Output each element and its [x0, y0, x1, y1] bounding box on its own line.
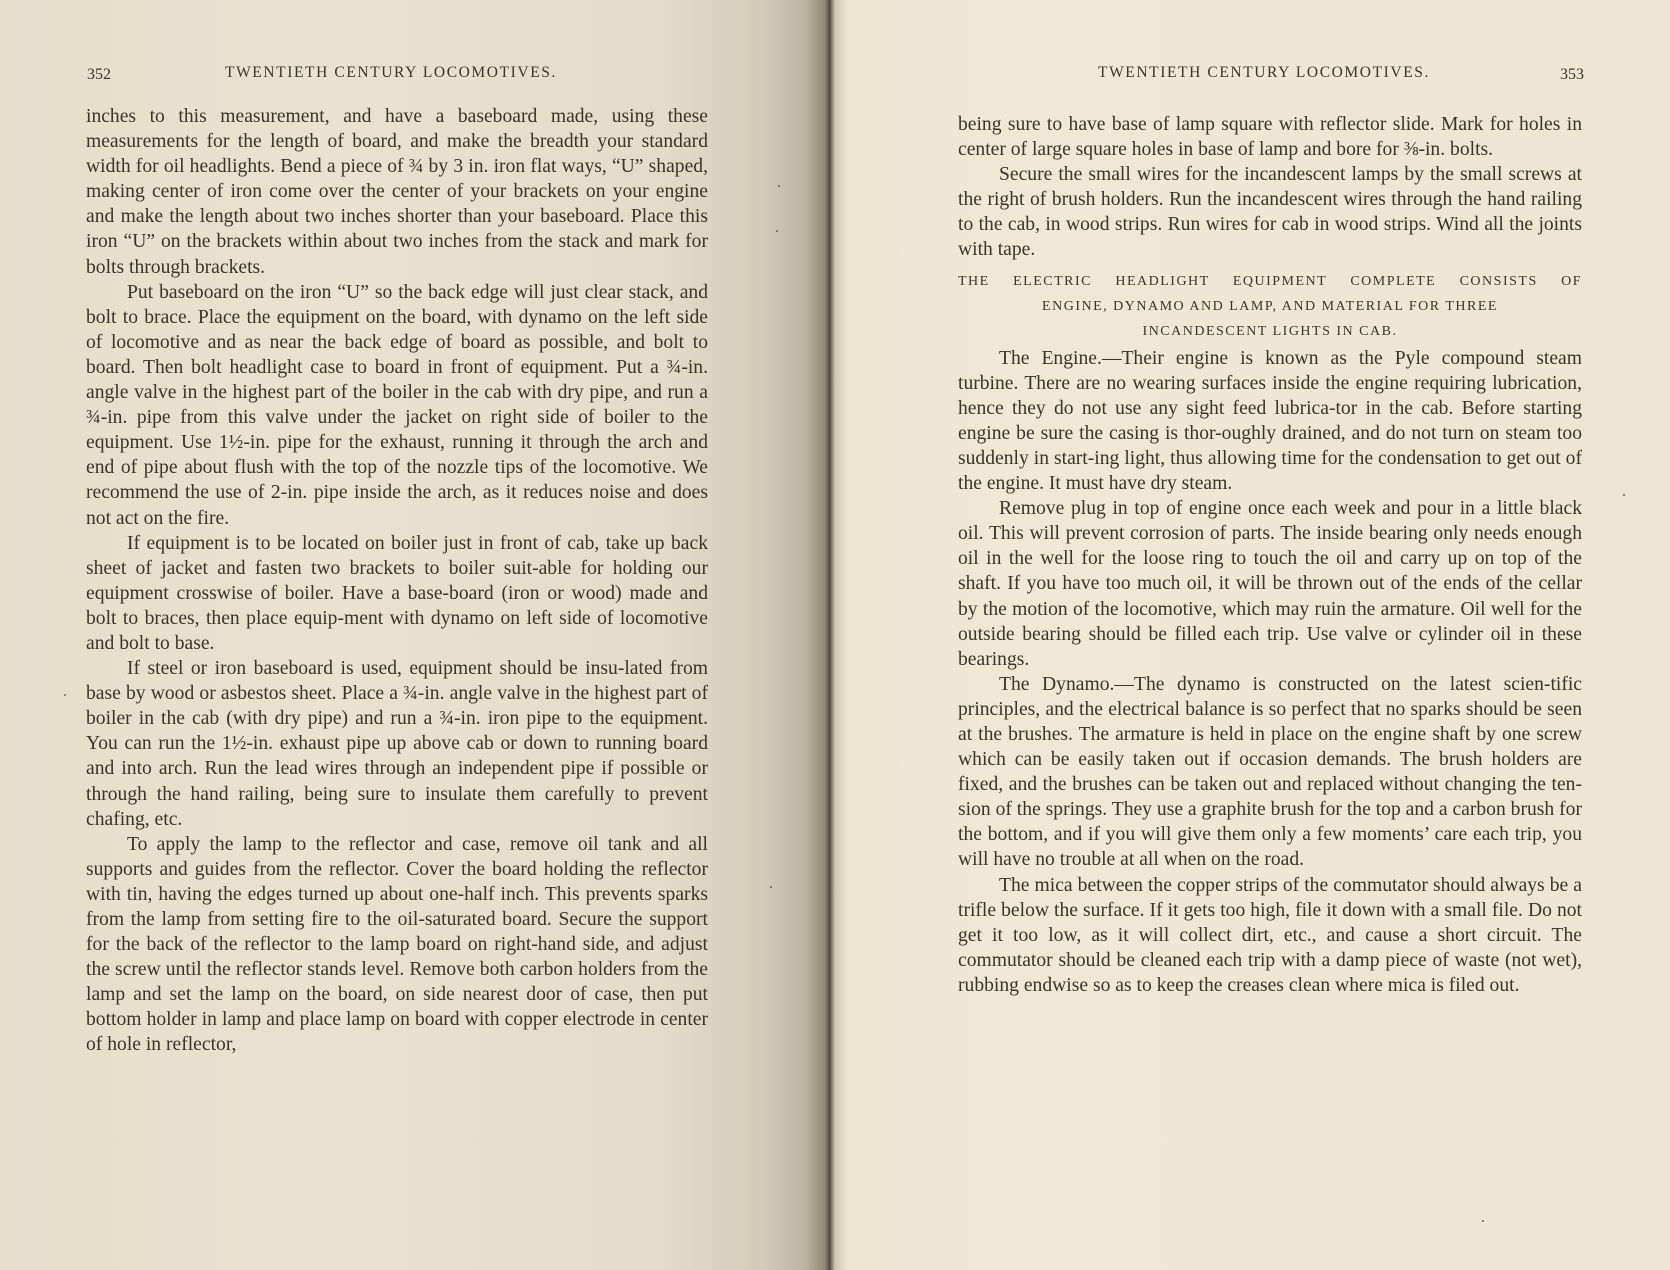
paragraph: To apply the lamp to the reflector and case, remove oil tank and all supports and guides from the reflector. Cover the board holding the reflector with tin, having the edges turned up about one-half inch. This prevents sparks from the lamp from setting fire to the oil-saturated board. Secure the support for the back of the reflector to the lamp board on right-hand side, and adjust the screw until the reflector stands level. Remove both carbon holders from the lamp and set the lamp on the board, on side nearest door of case, then put bottom holder in lamp and place lamp on board with copper electrode in center of hole in reflector, [86, 833, 708, 1056]
page-number: 353 [1560, 66, 1584, 83]
paragraph: Remove plug in top of engine once each week and pour in a little black oil. This will prevent corrosion of parts. The inside bearing only needs enough oil in the well for the loose ring to touch the oil and carry up on top of the shaft. If you have too much oil, it will be thrown out of the ends of the cellar by the motion of the locomotive, which may ruin the armature. Oil well for the outside bearing should be filled each trip. Use valve or cylinder oil in these bearings. [958, 498, 1582, 670]
body-text [86, 104, 708, 1058]
page-number: 352 [87, 66, 111, 83]
caption-line: ENGINE, DYNAMO AND LAMP, AND MATERIAL FOR THREE [1042, 298, 1498, 314]
paragraph: being sure to have base of lamp square with reflector slide. Mark for holes in center of large square holes in base of lamp and bore for ⅜-in. bolts. [958, 114, 1582, 161]
paragraph: If equipment is to be located on boiler just in front of cab, take up back sheet of jacket and fasten two brackets to boiler suit-able for holding our equipment crosswise of boiler. Have a base-board (iron or wood) made and bolt to braces, then place equip-ment with dynamo on left side of locomotive and bolt to base. [86, 532, 708, 654]
paragraph: The mica between the copper strips of the commutator should always be a trifle below the surface. If it gets too high, file it down with a small file. Do not get it too low, as it will collect dirt, etc., and cause a short circuit. The commutator should be cleaned each trip with a damp piece of waste (not wet), rubbing endwise so as to keep the creases clean where mica is filed out. [958, 874, 1582, 996]
paragraph: If steel or iron baseboard is used, equipment should be insu-lated from base by wood or asbestos sheet. Place a ¾-in. angle valve in the highest part of boiler in the cab (with dry pipe) and run a ¾-in. iron pipe to the equipment. You can run the 1½-in. exhaust pipe up above cab or down to running board and into arch. Run the lead wires through an independent pipe if possible or through the hand railing, being sure to insulate them carefully to prevent chafing, etc. [86, 658, 708, 830]
left-page [0, 0, 830, 1270]
paragraph: Secure the small wires for the incandescent lamps by the small screws at the right of brush holders. Run the incandescent wires through the hand railing to the cab, in wood strips. Run wires for cab in wood strips. Wind all the joints with tape. [958, 164, 1582, 261]
right-page [830, 0, 1670, 1270]
paper-speck [776, 230, 778, 232]
paragraph: Put baseboard on the iron “U” so the back edge will just clear stack, and bolt to brace. Place the equipment on the board, with dynamo on the left side of locomotive and as near the back edge of board as possible, and bolt to board. Then bolt headlight case to board in front of equipment. Put a ¾-in. angle valve in the highest part of the boiler in the cab with dry pipe, and run a ¾-in. pipe from this valve under the jacket on right side of boiler to the equipment. Use 1½-in. pipe for the exhaust, running it through the arch and end of pipe about flush with the top of the nozzle tips of the locomotive. We recommend the use of 2-in. pipe inside the arch, as it reduces noise and does not act on the fire. [86, 281, 708, 529]
paragraph: The Engine.—Their engine is known as the Pyle compound steam turbine. There are no wearing surfaces inside the engine requiring lubrication, hence they do not use any sight feed lubrica-tor in the cab. Before starting engine be sure the casing is thor-oughly drained, and do not turn on steam too suddenly in start-ing light, thus allowing time for the condensation to get out of the engine. It must have dry steam. [958, 347, 1582, 495]
paper-speck [1623, 494, 1625, 496]
paragraph: inches to this measurement, and have a baseboard made, using these measurements for the length of board, and make the breadth your standard width for oil headlights. Bend a piece of ¾ by 3 in. iron flat ways, “U” shaped, making center of iron come over the center of your brackets on your engine and make the length about two inches shorter than your baseboard. Place this iron “U” on the brackets within about two inches from the stack and mark for bolts through brackets. [86, 106, 708, 278]
running-head: TWENTIETH CENTURY LOCOMOTIVES. [1098, 64, 1430, 81]
section-caption [958, 269, 1582, 344]
running-head: TWENTIETH CENTURY LOCOMOTIVES. [225, 64, 557, 81]
paper-speck [1482, 1220, 1484, 1222]
paper-speck [64, 694, 66, 696]
paper-speck [778, 185, 780, 187]
paper-speck [770, 886, 772, 888]
caption-line: INCANDESCENT LIGHTS IN CAB. [1142, 323, 1398, 339]
caption-line: THE ELECTRIC HEADLIGHT EQUIPMENT COMPLETE CONSISTS OF [958, 273, 1582, 289]
paragraph: The Dynamo.—The dynamo is constructed on the latest scien-tific principles, and the electrical balance is so perfect that no sparks should be seen at the brushes. The armature is held in place on the engine shaft by one screw which can be easily taken out if occasion demands. The brush holders are fixed, and the brushes can be taken out and replaced without changing the ten-sion of the springs. They use a graphite brush for the top and a carbon brush for the bottom, and if you will give them only a few moments’ care each trip, you will have no trouble at all when on the road. [958, 673, 1582, 871]
body-text [958, 112, 1582, 998]
